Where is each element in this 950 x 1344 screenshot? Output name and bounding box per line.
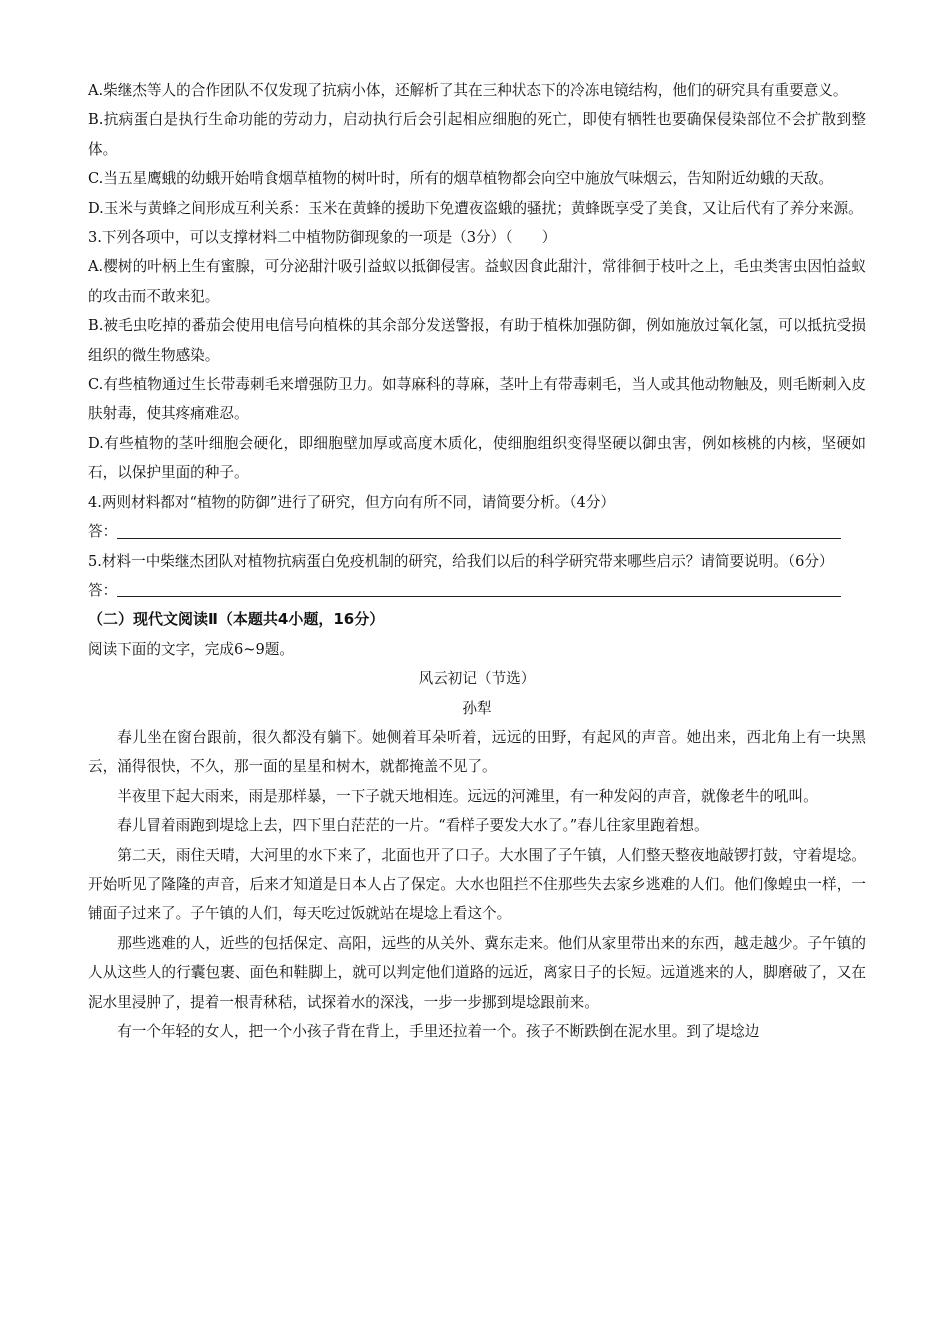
article-paragraph: 第二天，雨住天晴，大河里的水下来了，北面也开了口子。大水围了子午镇，人们整天整夜地敲锣打鼓，守着堤埝。开始听见了隆隆的声音，后来才知道是日本人占了保定。大水也阻拦不住那些失去家乡逃难的人们。他们像蝗虫一样，一铺面子过来了。子午镇的人们，每天吃过饭就站在堤埝上看这个。	[88, 846, 866, 923]
q2-option-c: C.当五星鹰蛾的幼蛾开始啃食烟草植物的树叶时，所有的烟草植物都会向空中施放气味烟云，告知附近幼蛾的天敌。	[88, 170, 833, 188]
q2-option-d: D.玉米与黄蜂之间形成互利关系：玉米在黄蜂的援助下免遭夜盗蛾的骚扰；黄蜂既享受了美食，又让后代有了养分来源。	[88, 199, 863, 217]
q5-answer-line[interactable]	[117, 576, 841, 597]
q4-answer-label: 答：	[88, 523, 118, 541]
q5-answer	[88, 576, 866, 605]
article-paragraph: 有一个年轻的女人，把一个小孩子背在背上，手里还拉着一个。孩子不断跌倒在泥水里。到了堤埝边	[117, 1023, 760, 1040]
q2-option-a: A.柴继杰等人的合作团队不仅发现了抗病小体，还解析了其在三种状态下的冷冻电镜结构，他们的研究具有重要意义。	[88, 82, 848, 99]
exam-page	[88, 76, 866, 1046]
q3-stem: 3.下列各项中，可以支撑材料二中植物防御现象的一项是（3分）（ ）	[88, 229, 557, 247]
q3-option-a: A.樱树的叶柄上生有蜜腺，可分泌甜汁吸引益蚁以抵御侵害。益蚁因食此甜汁，常徘徊于枝叶之上，毛虫类害虫因怕益蚁的攻击而不敢来犯。	[88, 258, 866, 305]
q5-answer-label: 答：	[88, 581, 118, 599]
q3-option-d: D.有些植物的茎叶细胞会硬化，即细胞壁加厚或高度木质化，使细胞组织变得坚硬以御虫害，例如核桃的内核，坚硬如石，以保护里面的种子。	[88, 434, 866, 482]
q3-option-b: B.被毛虫吃掉的番茄会使用电信号向植株的其余部分发送警报，有助于植株加强防御，例如施放过氧化氢，可以抵抗受损组织的微生物感染。	[88, 317, 866, 364]
q4-answer	[88, 517, 866, 546]
q4-answer-line[interactable]	[117, 518, 841, 539]
article-author: 孙犁	[462, 699, 492, 717]
q2-option-b: B.抗病蛋白是执行生命功能的劳动力，启动执行后会引起相应细胞的死亡，即使有牺牲也要确保侵染部位不会扩散到整体。	[88, 111, 866, 158]
article-paragraph: 春儿冒着雨跑到堤埝上去，四下里白茫茫的一片。“看样子要发大水了。”春儿往家里跑着想。	[117, 817, 709, 835]
section2-heading: （二）现代文阅读Ⅱ（本题共4小题，16分）	[88, 610, 385, 629]
q5-stem: 5.材料一中柴继杰团队对植物抗病蛋白免疫机制的研究，给我们以后的科学研究带来哪些启示？请简要说明。（6分）	[88, 552, 834, 570]
article-paragraph: 半夜里下起大雨来，雨是那样暴，一下子就天地相连。远远的河滩里，有一种发闷的声音，就像老牛的吼叫。	[117, 787, 818, 805]
article-title: 风云初记（节选）	[418, 670, 536, 688]
q3-option-c: C.有些植物通过生长带毒刺毛来增强防卫力。如荨麻科的荨麻，茎叶上有带毒刺毛，当人或其他动物触及，则毛断刺入皮肤射毒，使其疼痛难忍。	[88, 376, 866, 423]
section2-instruction: 阅读下面的文字，完成6~9题。	[88, 640, 294, 658]
article-paragraph: 春儿坐在窗台跟前，很久都没有躺下。她侧着耳朵听着，远远的田野，有起风的声音。她出来，西北角上有一块黑云，涌得很快，不久，那一面的星星和树木，就都掩盖不见了。	[88, 728, 866, 776]
article-paragraph: 那些逃难的人，近些的包括保定、高阳，远些的从关外、冀东走来。他们从家里带出来的东西，越走越少。子午镇的人从这些人的行囊包裹、面色和鞋脚上，就可以判定他们道路的远近，离家日子的长短。远道逃来的人，脚磨破了，又在泥水里浸肿了，提着一根青秫秸，试探着水的深浅，一步一步挪到堤埝跟前来。	[88, 934, 866, 1011]
q4-stem: 4.两则材料都对“植物的防御”进行了研究，但方向有所不同，请简要分析。（4分）	[88, 493, 616, 511]
